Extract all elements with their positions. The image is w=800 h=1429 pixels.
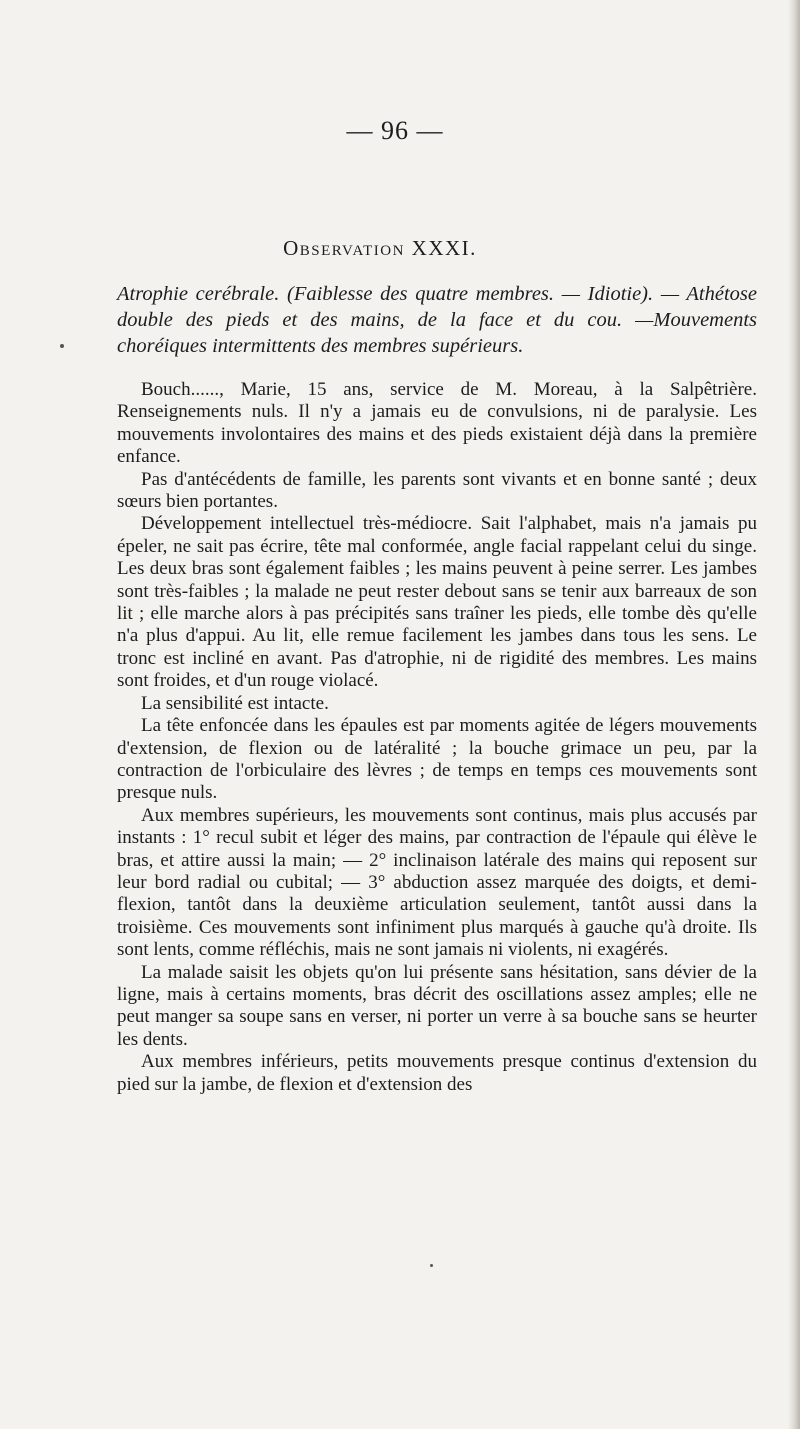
paragraph: Aux membres inférieurs, petits mouvements presque continus d'extension du pied sur la jambe, de flexion et d'extension des — [117, 1051, 757, 1095]
paragraph: La malade saisit les objets qu'on lui présente sans hésitation, sans dévier de la ligne, mais à certains moments, bras décrit des oscillations assez amples; elle ne peut manger sa soupe sans en verser, ni porter un verre à sa bouche sans se heurter les dents. — [117, 961, 757, 1050]
ink-speck — [430, 1264, 433, 1267]
page-number: — 96 — — [346, 116, 444, 145]
observation-body — [117, 379, 757, 1096]
paragraph: La tête enfoncée dans les épaules est par moments agitée de légers mouvements d'extension, de flexion ou de latéralité ; la bouche grimace un peu, par la contraction de l'orbiculaire des lèvres ; de temps en temps ces mouvements sont presque nuls. — [117, 715, 757, 804]
paragraph: Développement intellectuel très-médiocre. Sait l'alphabet, mais n'a jamais pu épeler, ne sait pas écrire, tête mal conformée, angle facial rappelant celui du singe. Les deux bras sont également faibles ; les mains peuvent à peine serrer. Les jambes sont très-faibles ; la malade ne peut rester debout sans se tenir aux barreaux de son lit ; elle marche alors à pas précipités sans traîner les pieds, elle tombe dès qu'elle n'a plus d'appui. Au lit, elle remue facilement les jambes dans tous les sens. Le tronc est incliné en avant. Pas d'atrophie, ni de rigidité des membres. Les mains sont froides, et d'un rouge violacé. — [117, 513, 757, 692]
observation-title: Observation XXXI. — [283, 236, 477, 260]
page-edge-shadow — [788, 0, 800, 1429]
paragraph: Bouch......, Marie, 15 ans, service de M. Moreau, à la Salpêtrière. Renseignements nuls. Il n'y a jamais eu de convulsions, ni de paralysie. Les mouvements involontaires des mains et des pieds existaient déjà dans la première enfance. — [117, 379, 757, 468]
paragraph: Pas d'antécédents de famille, les parents sont vivants et en bonne santé ; deux sœurs bien portantes. — [117, 468, 757, 513]
observation-subtitle: Atrophie cerébrale. (Faiblesse des quatre membres. — Idiotie). — Athétose double des pieds et des mains, de la face et du cou. —Mouvements choréiques intermittents des membres supérieurs. — [117, 283, 757, 357]
paragraph: La sensibilité est intacte. — [141, 692, 329, 714]
ink-speck — [60, 344, 64, 348]
paragraph: Aux membres supérieurs, les mouvements sont continus, mais plus accusés par instants : 1° recul subit et léger des mains, par contraction de l'épaule qui élève le bras, et attire aussi la main; — 2° inclinaison latérale des mains qui reposent sur leur bord radial ou cubital; — 3° abduction assez marquée des doigts, et demi-flexion, tantôt dans la deuxième articulation seulement, tantôt aussi dans la troisième. Ces mouvements sont infiniment plus marqués à gauche qu'à droite. Ils sont lents, comme réfléchis, mais ne sont jamais ni violents, ni exagérés. — [117, 804, 757, 961]
